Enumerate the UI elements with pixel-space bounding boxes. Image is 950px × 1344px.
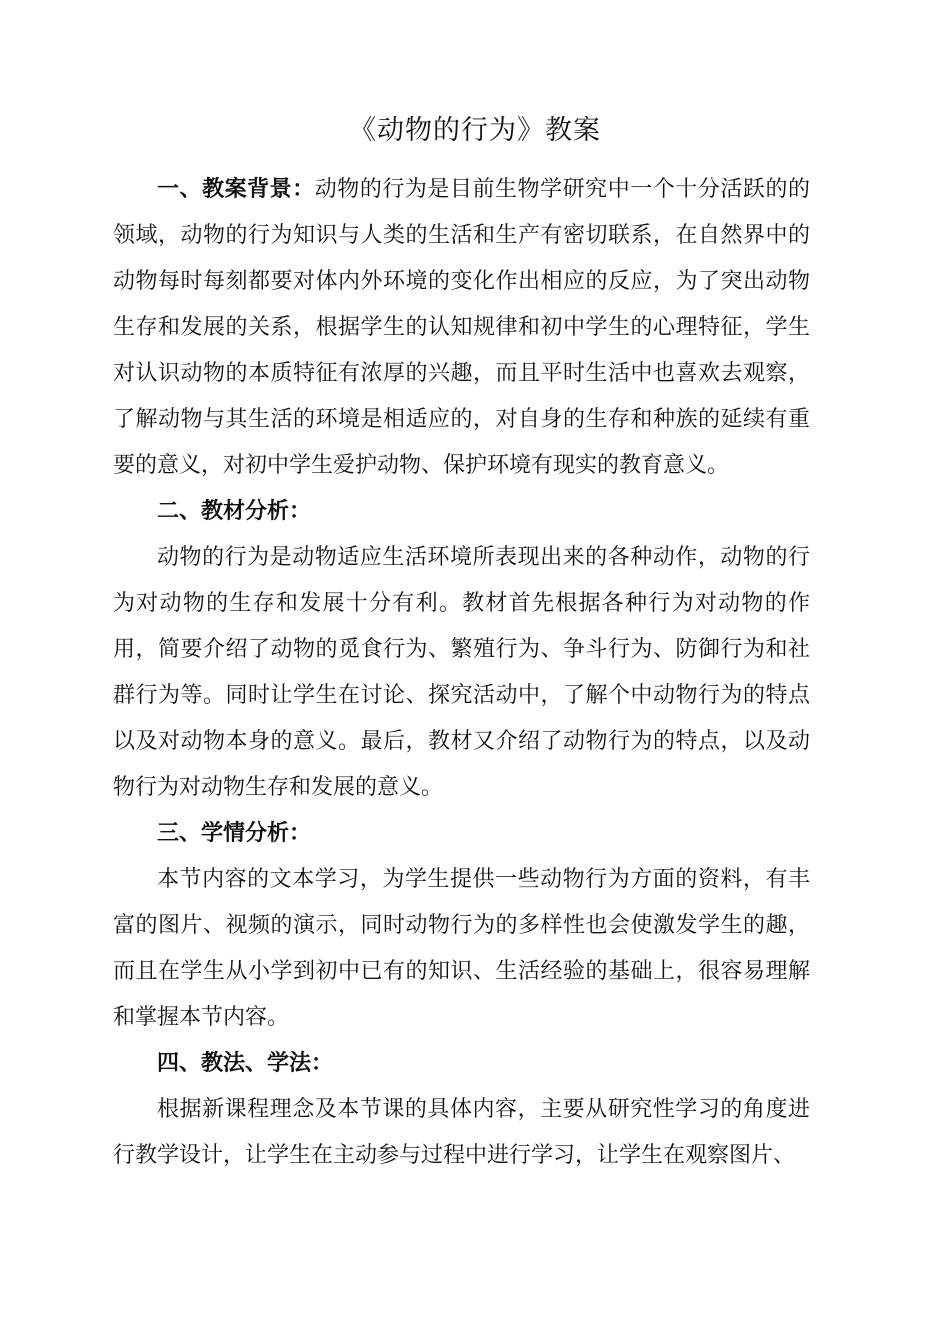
section-text-paragraph: 动物的行为是动物适应生活环境所表现出来的各种动作，动物的行为对动物的生存和发展十分有利。教材首先根据各种行为对动物的作用，简要介绍了动物的觅食行为、繁殖行为、争斗行为、防御行为和社群行为等。同时让学生在讨论、探究活动中，了解个中动物行为的特点以及对动物本身的意义。最后，教材又介绍了动物行为的特点，以及动物行为对动物生存和发展的意义。 <box>113 545 810 800</box>
section-heading-paragraph <box>113 489 810 535</box>
section-heading: 四、教法、学法： <box>157 1051 334 1076</box>
section-text: 动物的行为是目前生物学研究中一个十分活跃的的领域，动物的行为知识与人类的生活和生产有密切联系，在自然界中的动物每时每刻都要对体内外环境的变化作出相应的反应，为了突出动物生存和发展的关系，根据学生的认知规律和初中学生的心理特征，学生对认识动物的本质特征有浓厚的兴趣，而且平时生活中也喜欢去观察，了解动物与其生活的环境是相适应的，对自身的生存和种族的延续有重要的意义，对初中学生爱护动物、保护环境有现实的教育意义。 <box>113 177 810 478</box>
section-heading: 一、教案背景： <box>157 177 315 202</box>
section-heading-paragraph <box>113 1041 810 1087</box>
section-heading: 二、教材分析： <box>157 499 312 524</box>
section-text-paragraph: 本节内容的文本学习，为学生提供一些动物行为方面的资料，有丰富的图片、视频的演示，同时动物行为的多样性也会使激发学生的趣，而且在学生从小学到初中已有的知识、生活经验的基础上，很容易理解和掌握本节内容。 <box>113 867 810 1030</box>
section-text-paragraph: 根据新课程理念及本节课的具体内容，主要从研究性学习的角度进行教学设计，让学生在主动参与过程中进行学习，让学生在观察图片、 <box>113 1097 810 1168</box>
section-heading: 三、学情分析： <box>157 821 312 846</box>
document-title: 《动物的行为》教案 <box>349 115 601 146</box>
document-body <box>113 167 810 1179</box>
section-background <box>113 167 810 489</box>
section-heading-paragraph <box>113 811 810 857</box>
